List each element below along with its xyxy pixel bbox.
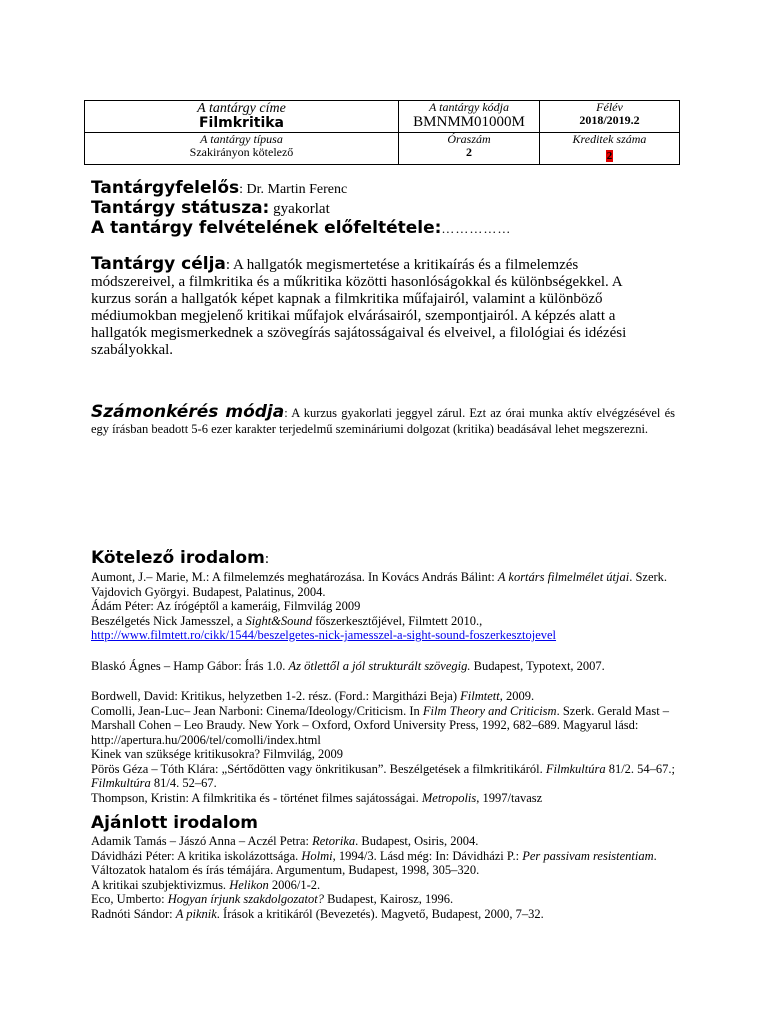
goal-label: Tantárgy célja [91, 254, 226, 274]
list-item: Dávidházi Péter: A kritika iskolázottsága. Holmi, 1994/3. Lásd még: In: Dávidházi P.: Per passivam resistentiam. Változatok hatalom és írás témájára. Argumentum, Budapest, 1998, 305–320. [91, 848, 657, 877]
semester-value: 2018/2019.2 [579, 113, 640, 128]
credits-cell [540, 132, 680, 164]
course-goal [91, 256, 675, 359]
hours-label: Óraszám [447, 131, 491, 146]
course-type-label: A tantárgy típusa [200, 131, 283, 146]
course-code-label: A tantárgy kódja [429, 100, 509, 114]
semester-label: Félév [596, 100, 623, 114]
status-label: Tantárgy státusza: [91, 198, 270, 218]
course-code-value: BMNMM01000M [413, 114, 525, 131]
credits-label: Kreditek száma [572, 131, 647, 146]
list-item: Pörös Géza – Tóth Klára: „Sértődötten vagy önkritikusan”. Beszélgetések a filmkritikáról. Filmkultúra 81/2. 54–67.; Filmkultúra 81/4. 52–67. [91, 761, 676, 790]
goal-line-3: kurzus során a hallgatók képet kapnak a filmkritika műfajairól, valamint a különböző [91, 291, 603, 307]
list-item: Eco, Umberto: Hogyan írjunk szakdolgozatot? Budapest, Kairosz, 1996. [91, 892, 454, 906]
prerequisite-line [91, 218, 511, 238]
hours-cell [399, 132, 540, 164]
goal-line-1: : A hallgatók megismertetése a kritikaírás és a filmelemzés [225, 257, 579, 273]
list-item: Bordwell, David: Kritikus, helyzetben 1-2. rész. (Ford.: Margitházi Beja) Filmtett, 2009. [91, 689, 535, 703]
list-item: Aumont, J.– Marie, M.: A filmelemzés meghatározása. In Kovács András Bálint: A kortárs filmelmélet útjai. Szerk. Vajdovich Györgyi. Budapest, Palatinus, 2004. [91, 570, 668, 599]
course-title-value: Filmkritika [198, 115, 284, 132]
recommended-literature-list [91, 834, 681, 921]
semester-cell [540, 101, 680, 133]
list-item: Blaskó Ágnes – Hamp Gábor: Írás 1.0. Az ötlettől a jól strukturált szövegig. Budapest, Typotext, 2007. [91, 658, 605, 673]
course-type-cell [85, 132, 399, 164]
assessment [91, 404, 675, 437]
list-item: Comolli, Jean-Luc– Jean Narboni: Cinema/Ideology/Criticism. In Film Theory and Criticism. Szerk. Gerald Mast – Marshall Cohen – Leo Braudy. New York – Oxford, Oxford University Press, 1992, 682–689. Magyarul lásd: http://apertura.hu/2006/tel/comolli/index.html [91, 703, 670, 747]
filmtett-link[interactable]: http://www.filmtett.ro/cikk/1544/beszelgetes-nick-jamesszel-a-sight-sound-foszerkesztojevel [91, 628, 557, 642]
goal-line-2: módszereivel, a filmkritika és a műkritika közötti hasonlóságokkal és különbségekkel. A [91, 274, 623, 290]
prerequisite-value: …………… [441, 221, 512, 236]
list-item: Adamik Tamás – Jászó Anna – Aczél Petra: Retorika. Budapest, Osiris, 2004. [91, 834, 479, 848]
goal-line-5: hallgatók megismerkednek a szövegírás sajátosságaival és elveivel, a filológiai és idézési [91, 325, 627, 341]
list-item: Thompson, Kristin: A filmkritika és - történet filmes sajátosságai. Metropolis, 1997/tavasz [91, 790, 543, 805]
assessment-text: : A kurzus gyakorlati jeggyel zárul. Ezt az órai munka aktív elvégzésével és egy írásban beadott 5-6 ezer karakter terjedelmű szemináriumi dolgozat (kritika) beadásával lehet megszerezni. [91, 406, 675, 436]
list-item: A kritikai szubjektivizmus. Helikon 2006/1-2. [91, 877, 321, 892]
assessment-label: Számonkérés módja [91, 402, 285, 422]
recommended-heading-line [91, 813, 258, 833]
goal-line-6: szabályokkal. [91, 342, 174, 358]
list-item: Kinek van szüksége kritikusokra? Filmvilág, 2009 [91, 747, 344, 761]
responsible-line [91, 178, 347, 198]
course-title-label: A tantárgy címe [197, 101, 286, 116]
required-heading: Kötelező irodalom [91, 548, 265, 568]
hours-value: 2 [466, 144, 472, 159]
credits-value: 2 [606, 149, 613, 162]
required-literature-list [91, 570, 681, 805]
course-code-cell [399, 101, 540, 133]
list-item: Radnóti Sándor: A piknik. Írások a kritikáról (Bevezetés). Magvető, Budapest, 2000, 7–32. [91, 906, 544, 921]
required-colon: : [264, 551, 269, 567]
responsible-value: : Dr. Martin Ferenc [239, 182, 348, 197]
recommended-heading: Ajánlott irodalom [91, 813, 258, 833]
required-heading-line [91, 548, 269, 568]
status-line [91, 198, 330, 218]
course-info-table [84, 100, 680, 165]
goal-line-4: médiumokban megjelenő kritikai műfajok elvárásairól, szempontjairól. A képzés alatt a [91, 308, 616, 324]
prerequisite-label: A tantárgy felvételének előfeltétele: [91, 218, 442, 238]
status-value: gyakorlat [269, 201, 330, 217]
list-item: Ádám Péter: Az írógéptől a kameráig, Filmvilág 2009 [91, 599, 361, 613]
course-type-value: Szakirányon kötelező [189, 144, 294, 159]
course-title-cell [85, 101, 399, 133]
responsible-label: Tantárgyfelelős [91, 178, 240, 198]
list-item: Beszélgetés Nick Jamesszel, a Sight&Sound főszerkesztőjével, Filmtett 2010., http://www.filmtett.ro/cikk/1544/beszelgetes-nick-jamesszel-a-sight-sound-foszerkesztojevel [91, 613, 557, 642]
